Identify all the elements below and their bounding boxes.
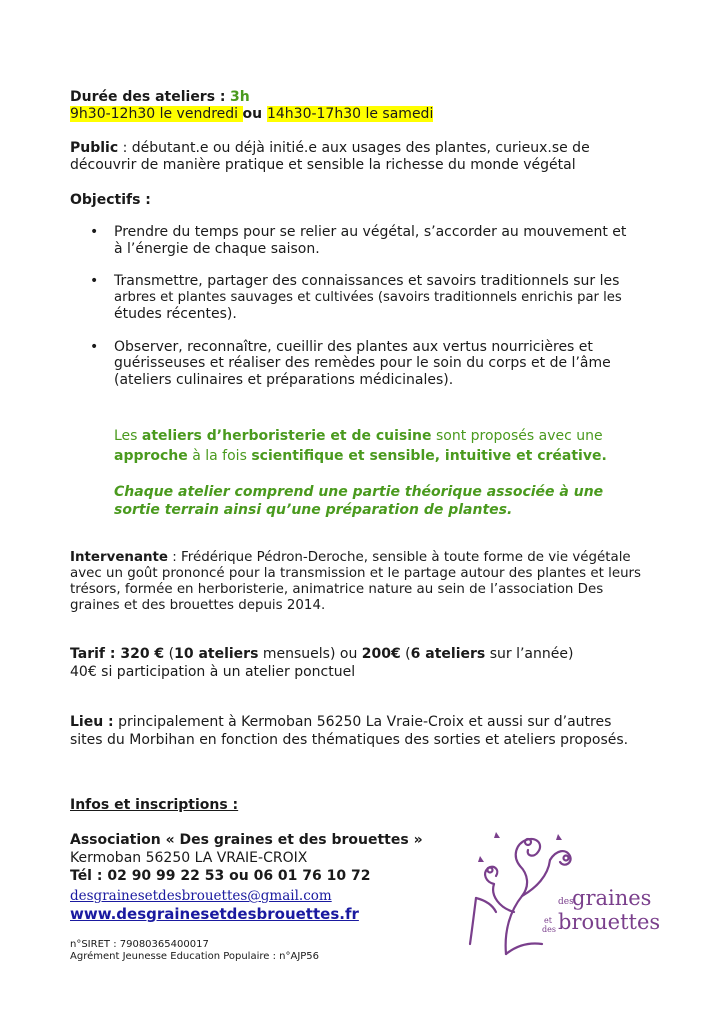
objectifs-title: Objectifs : — [70, 192, 151, 208]
tarif-line-1 — [70, 646, 573, 663]
list-item — [70, 273, 670, 323]
list-item-line: études récentes). — [114, 306, 237, 322]
public-label: Public — [70, 140, 119, 156]
list-item-line: Prendre du temps pour se relier au végétal, s’accorder au mouvement et — [114, 224, 627, 240]
approche-text: sont proposés avec une — [431, 428, 603, 444]
duree-value: 3h — [229, 89, 250, 105]
intervenante-line-2: avec un goût prononcé pour la transmission et le partage autour des plantes et leurs — [70, 566, 642, 581]
bullet-icon: • — [90, 273, 99, 289]
approche-bold: scientifique et sensible, intuitive et créative. — [251, 448, 607, 464]
public-text-1: : débutant.e ou déjà initié.e aux usages des plantes, curieux.se de — [118, 140, 590, 156]
logo-text-et: et — [544, 916, 552, 925]
intervenante-text: : Frédérique Pédron-Deroche, sensible à toute forme de vie végétale — [168, 550, 631, 565]
tarif-bold: 10 ateliers — [174, 646, 259, 662]
horaire-vendredi: 9h30-12h30 le vendredi — [70, 106, 243, 122]
logo — [466, 826, 661, 956]
logo-text-brouettes: brouettes — [558, 910, 661, 934]
tarif-text: ( — [400, 646, 411, 662]
horaire-samedi: 14h30-17h30 le samedi — [266, 106, 434, 122]
duree-line — [70, 89, 250, 106]
objectifs-list — [70, 224, 670, 404]
duree-label: Durée des ateliers : — [70, 89, 226, 105]
approche-bold: approche — [114, 448, 188, 464]
approche-italic-1: Chaque atelier comprend une partie théorique associée à une — [114, 484, 604, 500]
tarif-text: mensuels) ou — [258, 646, 362, 662]
list-item-line: (ateliers culinaires et préparations médicinales). — [114, 371, 454, 388]
association-name: Association « Des graines et des brouettes » — [70, 832, 423, 848]
horaires-line — [70, 106, 433, 123]
lieu-label: Lieu : — [70, 714, 114, 730]
lieu-line-2: sites du Morbihan en fonction des thématiques des sorties et ateliers proposés. — [70, 732, 629, 748]
association-phone: Tél : 02 90 99 22 53 ou 06 01 76 10 72 — [70, 868, 371, 884]
horaire-ou: ou — [242, 106, 267, 122]
approche-text: à la fois — [187, 448, 252, 464]
approche-bold: ateliers d’herboristerie et de cuisine — [141, 428, 432, 444]
intervenante-line-3: trésors, formée en herboristerie, animatrice nature au sein de l’association Des — [70, 582, 604, 597]
approche-line-1 — [114, 428, 603, 445]
intervenante-label: Intervenante — [70, 550, 168, 565]
tarif-line-2: 40€ si participation à un atelier ponctuel — [70, 664, 356, 680]
tarif-text: sur l’année) — [485, 646, 574, 662]
logo-text-graines: graines — [572, 886, 652, 910]
intervenante-line-1 — [70, 550, 631, 566]
bullet-icon: • — [90, 338, 99, 355]
email-link[interactable]: desgrainesetdesbrouettes@gmail.com — [70, 888, 332, 904]
lieu-line-1 — [70, 714, 611, 731]
association-address: Kermoban 56250 LA VRAIE-CROIX — [70, 850, 308, 866]
list-item-line: Transmettre, partager des connaissances et savoirs traditionnels sur les — [114, 273, 620, 289]
tarif-label: Tarif : 320 € — [70, 646, 165, 662]
approche-line-2 — [114, 448, 607, 465]
list-item-line: guérisseuses et réaliser des remèdes pour le soin du corps et de l’âme — [114, 355, 611, 371]
logo-text-des2: des — [542, 925, 556, 934]
lieu-text: principalement à Kermoban 56250 La Vraie-Croix et aussi sur d’autres — [113, 714, 612, 730]
tarif-bold: 200€ — [361, 646, 401, 662]
agrement-text: Agrément Jeunesse Education Populaire : n°AJP56 — [70, 951, 320, 962]
infos-title: Infos et inscriptions : — [70, 797, 239, 813]
approche-text: Les — [114, 428, 142, 444]
bullet-icon: • — [90, 224, 99, 240]
tarif-text: ( — [164, 646, 175, 662]
approche-italic-2: sortie terrain ainsi qu’une préparation de plantes. — [114, 502, 513, 518]
list-item — [70, 224, 670, 257]
list-item-line: à l’énergie de chaque saison. — [114, 240, 320, 257]
website-link[interactable]: www.desgrainesetdesbrouettes.fr — [70, 905, 359, 923]
logo-text-des: des — [558, 897, 574, 907]
intervenante-line-4: graines et des brouettes depuis 2014. — [70, 598, 326, 613]
list-item — [70, 339, 670, 389]
list-item-line: arbres et plantes sauvages et cultivées (savoirs traditionnels enrichis par les — [114, 289, 622, 305]
list-item-line: Observer, reconnaître, cueillir des plantes aux vertus nourricières et — [114, 338, 593, 355]
tarif-bold: 6 ateliers — [410, 646, 486, 662]
public-line-2: découvrir de manière pratique et sensible la richesse du monde végétal — [70, 157, 576, 173]
siret-number: n°SIRET : 79080365400017 — [70, 939, 209, 950]
public-line-1 — [70, 140, 590, 157]
